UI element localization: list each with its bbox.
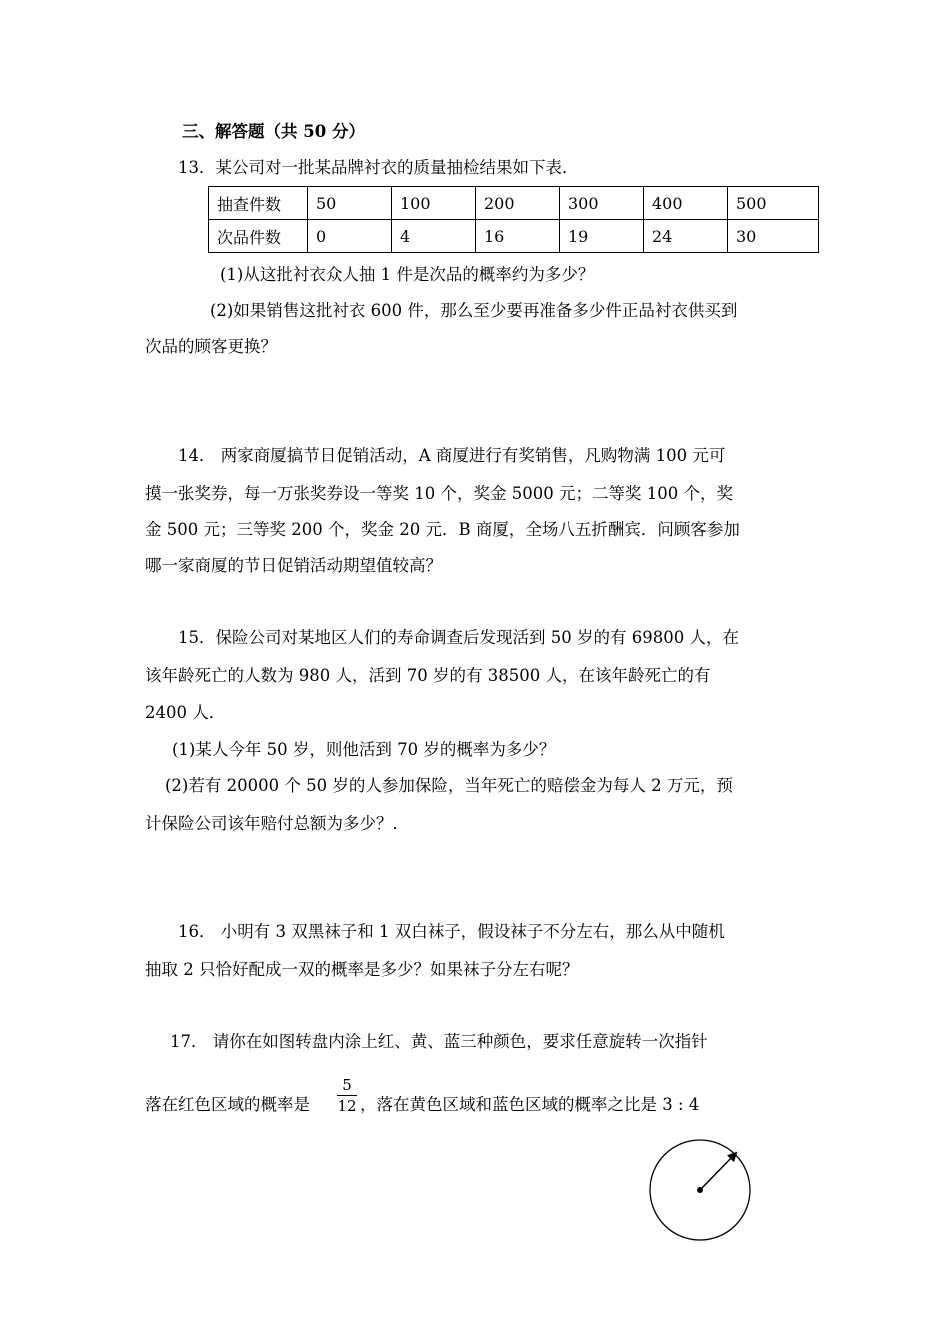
q15-part1: (1)某人今年 50 岁，则他活到 70 岁的概率为多少？ xyxy=(172,740,556,759)
table-cell: 400 xyxy=(644,187,728,220)
q15-line3: 2400 人． xyxy=(145,703,226,722)
table-row-label: 抽查件数 xyxy=(209,187,308,220)
table-cell: 100 xyxy=(392,187,476,220)
table-cell: 16 xyxy=(476,220,560,253)
q14-line3: 金 500 元；三等奖 200 个，奖金 20 元．B 商厦，全场八五折酬宾．问顾客参加 xyxy=(145,520,740,539)
q13-part2-line2: 次品的顾客更换？ xyxy=(145,337,277,356)
fraction-denominator: 12 xyxy=(337,1097,357,1115)
spinner-pointer-arrow xyxy=(700,1153,736,1190)
q14-line4: 哪一家商厦的节日促销活动期望值较高？ xyxy=(145,556,442,575)
table-cell: 30 xyxy=(728,220,819,253)
q13-part2-line1: (2)如果销售这批衬衣 600 件，那么至少要再准备多少件正品衬衣供买到 xyxy=(210,301,738,320)
q13-part1: (1)从这批衬衣众人抽 1 件是次品的概率约为多少？ xyxy=(220,265,595,284)
table-row xyxy=(209,187,819,220)
table-cell: 200 xyxy=(476,187,560,220)
table-cell: 4 xyxy=(392,220,476,253)
table-cell: 19 xyxy=(560,220,644,253)
q14-line1: 14． 两家商厦搞节日促销活动，A 商厦进行有奖销售，凡购物满 100 元可 xyxy=(178,446,726,465)
q13-table xyxy=(208,186,819,253)
q15-part2-line1: (2)若有 20000 个 50 岁的人参加保险，当年死亡的赔偿金为每人 2 万元，预 xyxy=(165,776,733,795)
q17-line2-before: 落在红色区域的概率是 xyxy=(145,1095,310,1114)
fraction-numerator: 5 xyxy=(342,1076,352,1094)
table-row-label: 次品件数 xyxy=(209,220,308,253)
table-cell: 300 xyxy=(560,187,644,220)
table-cell: 0 xyxy=(308,220,392,253)
q16-line1: 16． 小明有 3 双黑袜子和 1 双白袜子，假设袜子不分左右，那么从中随机 xyxy=(178,922,725,941)
q17-line1: 17． 请你在如图转盘内涂上红、黄、蓝三种颜色，要求任意旋转一次指针 xyxy=(170,1032,708,1051)
fraction-bar xyxy=(337,1095,357,1096)
q16-line2: 抽取 2 只恰好配成一双的概率是多少？如果袜子分左右呢？ xyxy=(145,960,579,979)
q17-line2-after: ，落在黄色区域和蓝色区域的概率之比是 3 : 4 xyxy=(360,1095,700,1114)
section-heading: 三、解答题（共 50 分） xyxy=(182,122,365,141)
table-cell: 50 xyxy=(308,187,392,220)
q13-intro: 13．某公司对一批某品牌衬衣的质量抽检结果如下表． xyxy=(178,158,579,177)
q15-line1: 15．保险公司对某地区人们的寿命调查后发现活到 50 岁的有 69800 人，在 xyxy=(178,628,739,647)
table-cell: 500 xyxy=(728,187,819,220)
spinner-diagram xyxy=(640,1132,760,1252)
table-row xyxy=(209,220,819,253)
probability-fraction xyxy=(336,1076,358,1115)
q15-part2-line2: 计保险公司该年赔付总额为多少？． xyxy=(145,814,409,833)
q15-line2: 该年龄死亡的人数为 980 人，活到 70 岁的有 38500 人，在该年龄死亡的有 xyxy=(145,666,711,685)
table-cell: 24 xyxy=(644,220,728,253)
q14-line2: 摸一张奖券，每一万张奖券设一等奖 10 个，奖金 5000 元；二等奖 100 个，奖 xyxy=(145,484,733,503)
